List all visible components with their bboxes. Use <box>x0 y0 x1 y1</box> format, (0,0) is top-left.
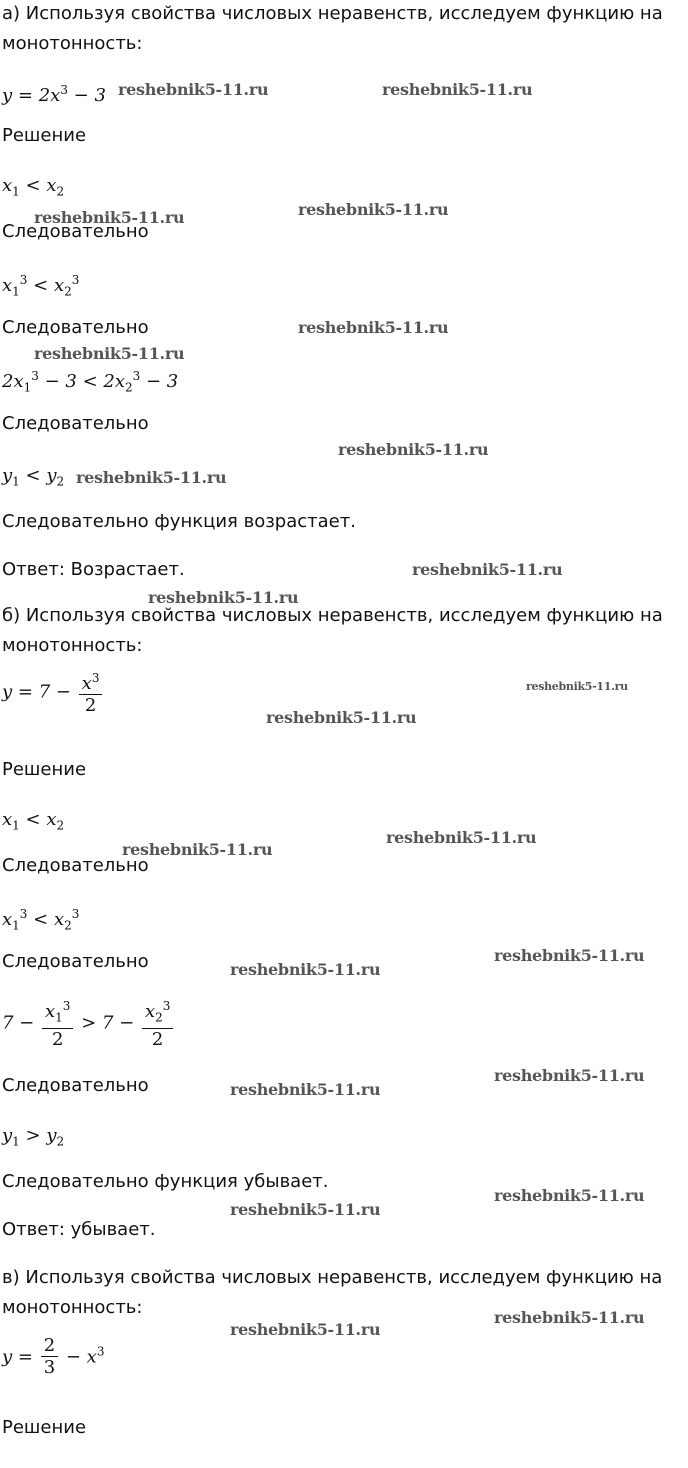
watermark: reshebnik5-11.ru <box>298 318 449 337</box>
formula-c: y = $\frac{2}{3}$ − $x^3$ <box>2 1335 105 1378</box>
ineq-a1: $x_1 < x_2$ <box>2 175 65 199</box>
therefore-b2: Следовательно <box>2 951 149 972</box>
ineq-b2: $x_1^3 < x_2^3$ <box>2 907 80 933</box>
watermark: reshebnik5-11.ru <box>382 80 533 99</box>
watermark: reshebnik5-11.ru <box>494 946 645 965</box>
ineq-a4: $y_1 < y_2$ <box>2 465 65 489</box>
watermark: reshebnik5-11.ru <box>76 468 227 487</box>
conclusion-a: Следовательно функция возрастает. <box>2 511 356 532</box>
answer-b: Ответ: убывает. <box>2 1219 156 1240</box>
watermark: reshebnik5-11.ru <box>266 708 417 727</box>
ineq-b4: $y_1 > y_2$ <box>2 1125 65 1149</box>
therefore-b1: Следовательно <box>2 855 149 876</box>
ineq-a3: $2x_1^3 - 3 < 2x_2^3 - 3$ <box>2 369 179 395</box>
part-b-intro: б) Используя свойства числовых неравенств, исследуем функцию на <box>2 605 663 626</box>
answer-a: Ответ: Возрастает. <box>2 559 185 580</box>
watermark: reshebnik5-11.ru <box>230 1080 381 1099</box>
formula-a: $y = 2x^3 - 3$ <box>2 83 106 106</box>
watermark: reshebnik5-11.ru <box>526 680 628 693</box>
watermark: reshebnik5-11.ru <box>34 344 185 363</box>
therefore-b3: Следовательно <box>2 1075 149 1096</box>
watermark: reshebnik5-11.ru <box>118 80 269 99</box>
ineq-b1: $x_1 < x_2$ <box>2 809 65 833</box>
conclusion-b: Следовательно функция убывает. <box>2 1171 329 1192</box>
watermark: reshebnik5-11.ru <box>148 588 299 607</box>
part-b-intro-cont: монотонность: <box>2 635 143 656</box>
therefore-a3: Следовательно <box>2 413 149 434</box>
watermark: reshebnik5-11.ru <box>338 440 489 459</box>
watermark: reshebnik5-11.ru <box>298 200 449 219</box>
watermark: reshebnik5-11.ru <box>386 828 537 847</box>
watermark: reshebnik5-11.ru <box>230 1200 381 1219</box>
ineq-a2: $x_1^3 < x_2^3$ <box>2 273 80 299</box>
part-c-intro: в) Используя свойства числовых неравенств, исследуем функцию на <box>2 1267 663 1288</box>
therefore-a1: Следовательно <box>2 221 149 242</box>
solution-label-c: Решение <box>2 1417 87 1438</box>
watermark: reshebnik5-11.ru <box>494 1308 645 1327</box>
part-a-intro: а) Используя свойства числовых неравенств, исследуем функцию на <box>2 3 663 24</box>
watermark: reshebnik5-11.ru <box>494 1066 645 1085</box>
solution-label-a: Решение <box>2 125 87 146</box>
watermark: reshebnik5-11.ru <box>34 208 185 227</box>
ineq-b3: 7 − $\frac{x_1^3}{2}$ > 7 − $\frac{x_2^3}{2}$ <box>2 996 175 1051</box>
therefore-a2: Следовательно <box>2 317 149 338</box>
formula-b: y = 7 − $\frac{x^3}{2}$ <box>2 668 104 717</box>
watermark: reshebnik5-11.ru <box>122 840 273 859</box>
solution-label-b: Решение <box>2 759 87 780</box>
watermark: reshebnik5-11.ru <box>412 560 563 579</box>
part-c-intro-cont: монотонность: <box>2 1297 143 1318</box>
watermark: reshebnik5-11.ru <box>230 960 381 979</box>
watermark: reshebnik5-11.ru <box>230 1320 381 1339</box>
watermark: reshebnik5-11.ru <box>494 1186 645 1205</box>
part-a-intro-cont: монотонность: <box>2 33 143 54</box>
